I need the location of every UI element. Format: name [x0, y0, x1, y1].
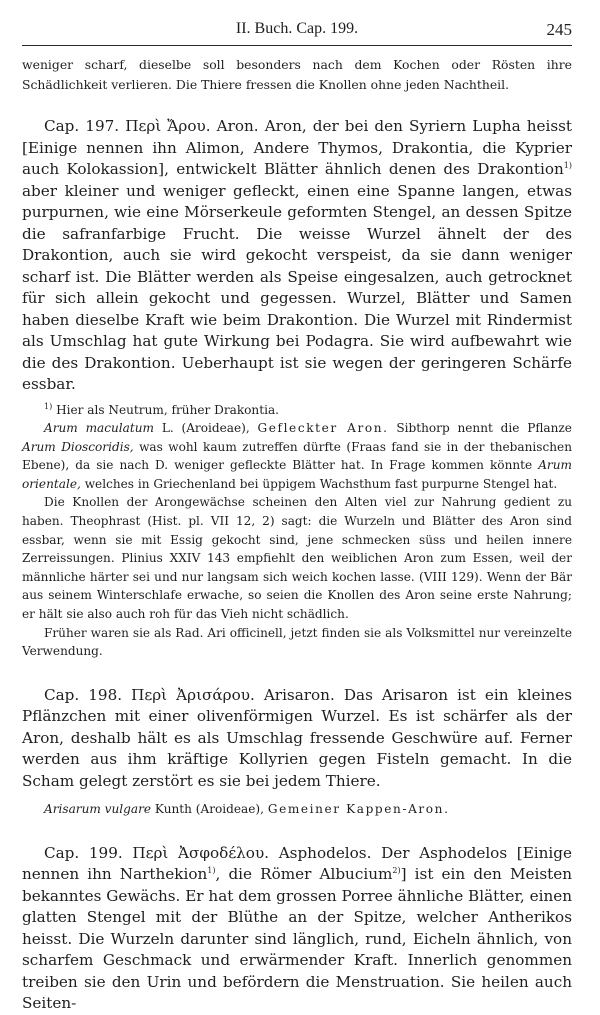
common-name-kappen-aron: Gemeiner Kappen-Aron.: [267, 802, 450, 817]
species-arum-orientale: Arum orientale,: [22, 458, 572, 491]
species-arisarum-vulgare: Arisarum vulgare: [44, 802, 152, 817]
footnote-text: Hier als Neutrum, früher Drakontia.: [56, 402, 280, 417]
header-rule: [22, 45, 572, 46]
note-197-p1-b: Sibthorp nennt die Pflanze: [396, 421, 572, 436]
footnote-ref-albucium: 2): [392, 866, 401, 876]
chapter-198-name: Arisaron.: [263, 685, 335, 704]
chapter-199-text-2: , die Römer Albucium: [215, 865, 393, 884]
chapter-197-paragraph: [22, 116, 572, 396]
chapter-197-name: Aron.: [216, 117, 259, 135]
running-title: II. Buch. Cap. 199.: [235, 20, 359, 37]
chapter-198-text: Das Arisaron ist ein kleines Pflänzchen mit einer olivenförmigen Wurzel. Es ist schärfer als der Aron, deshalb hält es als Umschlag fressende Geschwüre auf. Ferner werden aus ihm kräftige Kollyrien gegen Fisteln gemacht. In die Scham gelegt zerstört es sie bei jedem Thiere.: [22, 685, 573, 790]
footnote-ref-1: 1): [563, 160, 572, 170]
chapter-197-text-1: Aron, der bei den Syriern Lupha heisst [Einige nennen ihn Alimon, Andere Thymos, Drakontia, die Kyprier auch Kolokassion], entwickelt Blätter ähnlich denen des Drakontion: [22, 117, 573, 178]
chapter-199-label: Cap. 199.: [44, 843, 123, 862]
note-197-p1-d: welches in Griechenland bei üppigem Wachsthum fast purpurne Stengel hat.: [84, 476, 558, 491]
chapter-197-greek-title: Περὶ Ἄρου.: [125, 117, 211, 135]
carryover-paragraph: weniger scharf, dieselbe soll besonders nach dem Kochen oder Rösten ihre Schädlichkeit verlieren. Die Thiere fressen die Knollen ohne jeden Nachtheil.: [22, 57, 572, 92]
page-header: [22, 20, 572, 44]
page-body: [22, 55, 572, 1015]
note-198: [22, 800, 572, 819]
species-arum-dioscoridis: Arum Dioscoridis,: [22, 439, 134, 454]
note-197-paragraph-2: Die Knollen der Arongewächse scheinen den Alten viel zur Nahrung gedient zu haben. Theophrast (Hist. pl. VII 12, 2) sagt: die Wurzeln und Blätter des Aron sind essbar, wenn sie mit Essig gekocht sind, jene schmecken süss und heilen innere Zerreissungen. Plinius XXIV 143 empfiehlt den weiblichen Aron zum Essen, weil der männliche härter sei und nur langsam sich weich kochen lasse. (VIII 129). Wenn der Bär aus seinem Winterschlafe erwache, so seien die Knollen des Aron seine erste Nahrung; er hält sie also auch roh für das Vieh nicht schädlich.: [22, 495, 572, 622]
footnote-mark: 1): [44, 401, 53, 411]
note-198-text: Kunth (Aroideae),: [154, 802, 264, 817]
page-number: 245: [546, 20, 572, 39]
footnote-ref-narthekion: 1): [207, 866, 216, 876]
note-197-p1-c: was wohl kaum zutreffen dürfte (Fraas fand sie in der thebanischen Ebene), da sie nach D. weniger gefleckte Blätter hat. In Frage kommen könnte: [22, 439, 572, 473]
chapter-199-greek-title: Περὶ Ἀσφοδέλου.: [132, 843, 270, 862]
species-arum-maculatum: Arum maculatum: [44, 421, 155, 436]
note-197-paragraph-3: Früher waren sie als Rad. Ari officinell, jetzt finden sie als Volksmittel nur vereinzelte Verwendung.: [22, 625, 572, 659]
note-197-p1-a: L. (Aroideae),: [161, 421, 250, 436]
chapter-199-paragraph: [22, 843, 572, 1015]
common-name-gefleckter-aron: Gefleckter Aron.: [257, 421, 389, 436]
note-197-paragraph-1: [22, 419, 572, 493]
chapter-197-label: Cap. 197.: [44, 117, 120, 135]
chapter-199-name: Asphodelos.: [278, 843, 372, 862]
chapter-199-text-1: Der Asphodelos [Einige nennen ihn Narthekion: [22, 843, 573, 884]
chapter-198-paragraph: [22, 685, 572, 793]
chapter-197-text-2: aber kleiner und weniger gefleckt, einen eine Spanne langen, etwas purpurnen, wie eine Mörserkeule geformten Stengel, an dessen Spitze die safranfarbige Frucht. Die weisse Wurzel ähnelt der des Drakontion, auch sie wird gekocht verspeist, da sie dann weniger scharf ist. Die Blätter werden als Speise eingesalzen, auch getrocknet für sich allein gekocht und gegessen. Wurzel, Blätter und Samen haben dieselbe Kraft wie beim Drakontion. Die Wurzel mit Rindermist als Umschlag hat gute Wirkung bei Podagra. Sie wird aufbewahrt wie die des Drakontion. Ueberhaupt ist sie wegen der geringeren Schärfe essbar.: [22, 181, 572, 393]
footnote-1: [22, 401, 572, 420]
chapter-198-greek-title: Περὶ Ἀρισάρου.: [131, 685, 255, 704]
chapter-198-label: Cap. 198.: [44, 685, 123, 704]
chapter-199-text-3: ] ist ein den Meisten bekanntes Gewächs. Er hat dem grossen Porree ähnliche Blätter, einen glatten Stengel mit der Blüthe an der Spitze, welcher Antherikos heisst. Die Wurzeln darunter sind länglich, rund, Eicheln ähnlich, von scharfem Geschmack und erwärmender Kraft. Innerlich genommen treiben sie den Urin und befördern die Menstruation. Sie heilen auch Seiten-: [22, 865, 573, 1013]
